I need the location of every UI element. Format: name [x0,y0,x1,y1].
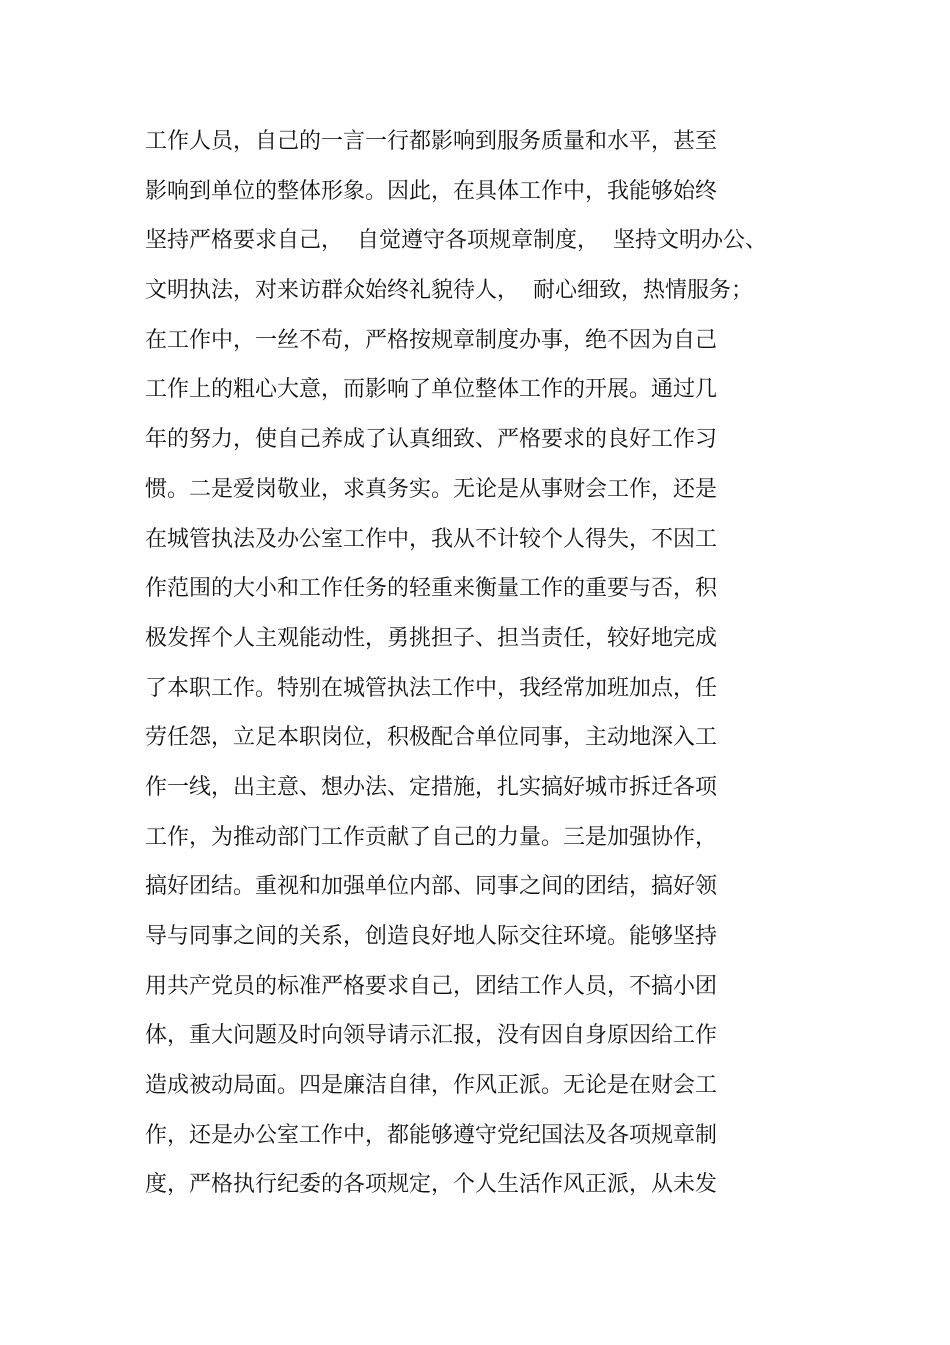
text-line: 体，重大问题及时向领导请示汇报，没有因自身原因给工作 [145,1023,718,1049]
text-line: 影响到单位的整体形象。因此，在具体工作中，我能够始终 [145,178,718,204]
text-line: 工作上的粗心大意，而影响了单位整体工作的开展。通过几 [145,377,718,403]
text-line: 工作人员，自己的一言一行都影响到服务质量和水平，甚至 [145,129,718,154]
body-text [145,122,805,1215]
text-line: 劳任怨，立足本职岗位，积极配合单位同事，主动地深入工 [145,725,718,751]
text-line: 极发挥个人主观能动性，勇挑担子、担当责任，较好地完成 [145,625,718,651]
text-line: 作范围的大小和工作任务的轻重来衡量工作的重要与否，积 [145,576,718,602]
text-line: 工作，为推动部门工作贡献了自己的力量。三是加强协作， [145,824,718,850]
text-line: 搞好团结。重视和加强单位内部、同事之间的团结，搞好领 [145,874,718,900]
text-line: 在工作中，一丝不苟，严格按规章制度办事，绝不因为自己 [145,327,718,353]
text-line: 用共产党员的标准严格要求自己，团结工作人员，不搞小团 [145,973,718,999]
text-line: 作一线，出主意、想办法、定措施，扎实搞好城市拆迁各项 [145,774,718,800]
text-line: 年的努力，使自己养成了认真细致、严格要求的良好工作习 [145,427,718,453]
text-line: 了本职工作。特别在城管执法工作中，我经常加班加点，任 [145,675,718,701]
text-line: 作，还是办公室工作中，都能够遵守党纪国法及各项规章制 [145,1122,718,1148]
text-line: 造成被动局面。四是廉洁自律，作风正派。无论是在财会工 [145,1073,718,1099]
text-line: 度，严格执行纪委的各项规定，个人生活作风正派，从未发 [145,1172,718,1198]
text-line: 坚持严格要求自己， 自觉遵守各项规章制度， 坚持文明办公、 [145,228,767,254]
text-line: 在城管执法及办公室工作中，我从不计较个人得失，不因工 [145,526,718,552]
text-line: 惯。二是爱岗敬业，求真务实。无论是从事财会工作，还是 [145,476,718,502]
text-line: 文明执法，对来访群众始终礼貌待人， 耐心细致，热情服务； [145,278,753,304]
text-line: 导与同事之间的关系，创造良好地人际交往环境。能够坚持 [145,924,718,949]
